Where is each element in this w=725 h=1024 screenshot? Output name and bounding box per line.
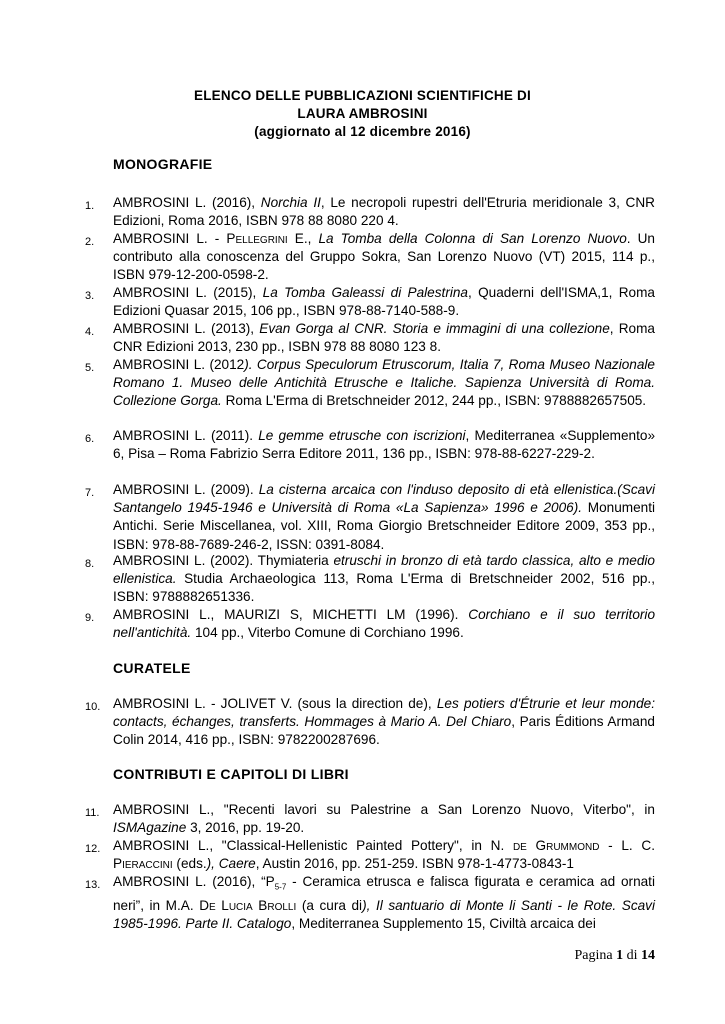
section-heading-curatele: CURATELE [113, 660, 191, 676]
entry-text-run: Roma L'Erma di Bretschneider 2012, 244 pp., ISBN: 9788882657505. [221, 393, 647, 409]
entry-text-run: AMBROSINI L. (2016), “P [113, 874, 275, 889]
entry-text-run: , Mediterranea «Supplemento» 6, Pisa – Roma Fabrizio Serra Editore 2011, 136 pp., ISBN: 978-88-6227-229-2. [113, 428, 656, 462]
entry-text-run: ). Corpus Speculorum Etruscorum, Italia 7, Roma Museo Nazionale Romano 1. Museo delle Antichità Etrusche e Italiche. Sapienza Università di Roma. Collezione Gorga. [113, 357, 655, 409]
entry-text-run: Norchia II [260, 195, 321, 210]
entry-text-run: , Quaderni dell'ISMA,1, Roma Edizioni Quasar 2015, 106 pp., ISBN 978-88-7140-588-9. [113, 285, 655, 319]
entry-number: 1. [85, 200, 95, 212]
entry-text-run: E., [287, 231, 319, 246]
entry-text-run: AMBROSINI L., "Recenti lavori su Palestrine a San Lorenzo Nuovo, Viterbo", in [113, 802, 655, 817]
entry-number: 12. [85, 843, 101, 855]
entry-number: 13. [85, 879, 101, 891]
entry-text-run: Studia Archaeologica 113, Roma L'Erma di Bretschneider 2002, 516 pp., ISBN: 9788882651336. [113, 571, 655, 605]
page-label: Pagina [574, 948, 613, 963]
entry-text-run: 3, 2016, pp. 19-20. [186, 820, 305, 836]
entry-text-run: , Mediterranea Supplemento 15, Civiltà arcaica dei [291, 916, 596, 932]
entry-text-run: AMBROSINI L. - [113, 231, 227, 246]
entry-text [113, 606, 655, 642]
entry-text [113, 230, 655, 285]
entry-text-run: AMBROSINI L. (2011). [113, 428, 259, 443]
entry-text [113, 320, 655, 356]
entry-text-run: - Ceramica etrusca e falisca figurata e ceramica ad ornati neri”, in M.A. [113, 874, 655, 913]
entry-text-run: AMBROSINI L. - JOLIVET V. (sous la direction de), [113, 696, 437, 711]
entry-number: 11. [85, 807, 100, 819]
entry-number: 6. [85, 433, 95, 445]
entry-text-run: La cisterna arcaica con l'induso deposito di età ellenistica.(Scavi Santangelo 1945-1946 e Università di Roma «La Sapienza» 1996 e 2006). [113, 482, 656, 516]
entry-text-run: , Roma CNR Edizioni 2013, 230 pp., ISBN 978 88 8080 123 8. [113, 321, 655, 355]
entry-text-run: AMBROSINI L. (2016), [113, 195, 261, 210]
entry-text-run: ), Il santuario di Monte li Santi - le Rote. Scavi 1985-1996. Parte II. Catalogo [113, 897, 656, 932]
entry-text-run: Pieraccini [113, 856, 173, 872]
entry-text-run: AMBROSINI L., MAURIZI S, MICHETTI LM (1996). [113, 607, 469, 622]
entry-number: 5. [85, 362, 95, 374]
entry-text [113, 194, 655, 230]
entry-text [113, 837, 655, 873]
entry-text [113, 284, 655, 320]
entry-text-run: . Un contributo alla conoscenza del Gruppo Sokra, San Lorenzo Nuovo (VT) 2015, 114 p., ISBN 979-12-200-0598-2. [113, 231, 655, 283]
section-heading-contributi: CONTRIBUTI E CAPITOLI DI LIBRI [113, 766, 349, 782]
entry-text-run: , Paris Éditions Armand Colin 2014, 416 pp., ISBN: 9782200287696. [113, 714, 655, 748]
entry-text-run: Le gemme etrusche con iscrizioni [258, 428, 466, 443]
page-current: 1 [616, 948, 624, 963]
document-title-line3: (aggiornato al 12 dicembre 2016) [254, 124, 471, 139]
entry-number: 10. [85, 701, 101, 713]
entry-text-run: AMBROSINI L. (2015), [113, 285, 263, 300]
document-title-line2: LAURA AMBROSINI [297, 106, 428, 121]
page-of-label: di [626, 948, 638, 963]
document-title-line1: ELENCO DELLE PUBBLICAZIONI SCIENTIFICHE DI [194, 88, 531, 103]
entry-number: 7. [85, 487, 95, 499]
entry-text [113, 552, 655, 607]
entry-text-run: La Tomba Galeassi di Palestrina [262, 285, 468, 300]
entry-text-run: Evan Gorga al CNR. Storia e immagini di una collezione [259, 321, 610, 336]
entry-text-run: (a cura di [296, 897, 363, 913]
entry-text-run: De Lucia Brolli [199, 897, 297, 913]
entry-text-run: La Tomba della Colonna di San Lorenzo Nuovo [318, 231, 627, 246]
entry-text-run: de Grummond [512, 838, 600, 853]
entry-text [113, 873, 655, 933]
entry-text-run: etruschi in bronzo di età tardo classica, alto e medio ellenistica. [113, 553, 655, 587]
entry-text-run: AMBROSINI L. (2002). Thymiateria [113, 553, 334, 568]
entry-text-run: ), Caere [206, 856, 256, 872]
entry-text-run: Monumenti Antichi. Serie Miscellanea, vol. XIII, Roma Giorgio Bretschneider Editore 2009, 353 pp., ISBN: 978-88-7689-246-2, ISSN: 0391-8084. [113, 500, 655, 552]
entry-text-run: Pellegrini [226, 231, 288, 246]
entry-text-run: 104 pp., Viterbo Comune di Corchiano 1996. [191, 625, 464, 641]
page-footer [575, 948, 656, 964]
entry-number: 3. [85, 290, 95, 302]
entry-text-run: AMBROSINI L., "Classical-Hellenistic Painted Pottery", in N. [113, 838, 513, 853]
entry-text-run: - L. C. [599, 838, 655, 853]
entry-text-run: 5-7 [274, 882, 287, 892]
page-total: 14 [641, 948, 655, 963]
entry-number: 8. [85, 558, 95, 570]
entry-text-run: , Le necropoli rupestri dell'Etruria meridionale 3, CNR Edizioni, Roma 2016, ISBN 978 88 8080 220 4. [113, 195, 655, 229]
entry-text [113, 801, 655, 837]
entry-text [113, 481, 655, 554]
entry-number: 4. [85, 326, 95, 338]
entry-text-run: (eds. [172, 856, 207, 872]
entry-number: 9. [85, 612, 95, 624]
entry-text-run: AMBROSINI L. (2012 [113, 357, 245, 372]
entry-number: 2. [85, 236, 95, 248]
section-heading-monografie: MONOGRAFIE [113, 156, 213, 172]
entry-text [113, 427, 655, 463]
entry-text [113, 356, 655, 411]
entry-text-run: AMBROSINI L. (2013), [113, 321, 260, 336]
entry-text-run: Corchiano e il suo territorio nell'antichità. [113, 607, 655, 641]
entry-text-run: , Austin 2016, pp. 251-259. ISBN 978-1-4773-0843-1 [255, 856, 574, 872]
entry-text-run: ISMAgazine [113, 820, 187, 836]
entry-text [113, 695, 655, 750]
entry-text-run: Les potiers d'Étrurie et leur monde: contacts, échanges, transferts. Hommages à Mario A. Del Chiaro [113, 696, 655, 730]
entry-text-run: AMBROSINI L. (2009). [113, 482, 259, 497]
